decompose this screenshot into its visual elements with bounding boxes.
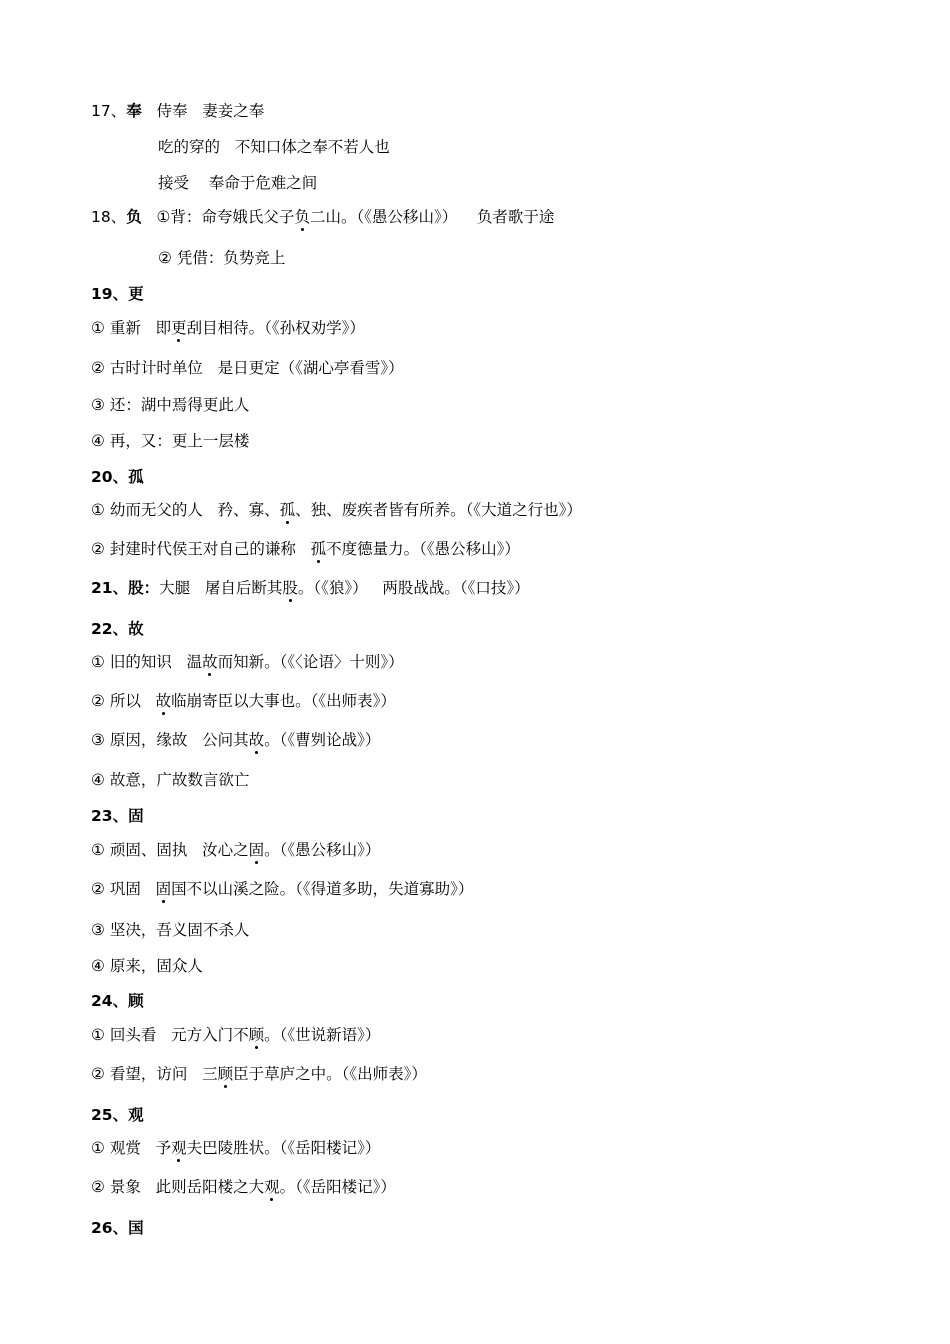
text-line [91, 956, 203, 976]
text-line [91, 467, 144, 487]
line-dot: 故 [248, 731, 265, 749]
line-after: 二山。（《愚公移山》） 负者歌于途 [309, 208, 555, 226]
line-dot: 固 [155, 880, 172, 898]
text-line [91, 619, 144, 639]
line-after: 而知新。（《〈论语〉十则》） [217, 653, 404, 671]
text-line [91, 1105, 144, 1125]
line-text: 大腿 屠自后断其 [159, 579, 283, 597]
line-dot: 股 [282, 579, 298, 597]
text-line [91, 358, 404, 378]
line-head: 21、股： [91, 579, 160, 597]
text-line [91, 395, 249, 415]
line-after: 、独、废疾者皆有所养。（《大道之行也》） [295, 501, 582, 519]
line-dot: 负 [294, 208, 310, 226]
text-line [158, 137, 390, 157]
line-text: ① 回头看 元方入门不 [91, 1026, 249, 1044]
text-line [91, 539, 520, 559]
text-line [91, 101, 264, 121]
line-text: ② 巩固 [91, 880, 156, 898]
line-dot: 故 [155, 692, 172, 710]
line-head: 24、顾 [91, 992, 144, 1010]
line-head: 奉 [126, 102, 142, 120]
line-dot: 孤 [310, 540, 327, 558]
line-dot: 故 [202, 653, 218, 671]
line-rest: ①背：命夸娥氏父子 [141, 208, 295, 226]
line-text: ① 幼而无父的人 矜、寡、 [91, 501, 280, 519]
text-line [91, 500, 582, 520]
line-text: ② 看望，访问 三 [91, 1065, 218, 1083]
text-line [91, 991, 144, 1011]
line-text: ① 顽固、固执 汝心之 [91, 841, 249, 859]
text-line [91, 920, 249, 940]
line-head: 26、国 [91, 1219, 144, 1237]
line-after: 。（《曹刿论战》） [264, 731, 381, 749]
line-dot: 观 [171, 1139, 187, 1157]
text-line [91, 806, 144, 826]
text-line [91, 879, 473, 899]
line-text: ④ 故意，广故数言欲亡 [91, 771, 250, 789]
text-line [91, 1218, 144, 1238]
line-head: 23、固 [91, 807, 144, 825]
line-text: ③ 原因，缘故 公问其 [91, 731, 249, 749]
line-after: 夫巴陵胜状。（《岳阳楼记》） [186, 1139, 381, 1157]
line-head: 20、孤 [91, 468, 144, 486]
line-text: 接受 奉命于危难之间 [158, 174, 318, 192]
line-dot: 更 [171, 319, 187, 337]
line-dot: 观 [264, 1178, 280, 1196]
line-dot: 固 [248, 841, 265, 859]
line-text: ① 旧的知识 温 [91, 653, 203, 671]
text-line [91, 770, 249, 790]
line-text: ② 封建时代侯王对自己的谦称 [91, 540, 311, 558]
line-pre: 18、 [91, 208, 127, 226]
text-line [91, 207, 554, 227]
line-rest: 侍奉 妻妾之奉 [141, 102, 265, 120]
text-line [91, 840, 380, 860]
line-pre: 17、 [91, 102, 127, 120]
line-after: 不度德量力。（《愚公移山》） [326, 540, 520, 558]
text-line [91, 318, 365, 338]
line-text: ④ 再，又：更上一层楼 [91, 432, 250, 450]
line-text: ① 观赏 予 [91, 1139, 172, 1157]
line-text: ① 重新 即 [91, 319, 172, 337]
line-after: 。（《狼》） 两股战战。（《口技》） [297, 579, 530, 597]
line-text: ③ 坚决，吾义固不杀人 [91, 921, 250, 939]
line-text: ② 景象 此则岳阳楼之大 [91, 1178, 265, 1196]
line-text: ④ 原来，固众人 [91, 957, 203, 975]
line-head: 19、更 [91, 285, 144, 303]
text-line [91, 1138, 380, 1158]
line-dot: 顾 [217, 1065, 234, 1083]
line-after: 国不以山溪之险。（《得道多助，失道寡助》） [171, 880, 474, 898]
line-after: 。（《岳阳楼记》） [279, 1178, 396, 1196]
text-line [91, 730, 380, 750]
line-text: ② 古时计时单位 是日更定（《湖心亭看雪》） [91, 359, 404, 377]
text-line [91, 1064, 427, 1084]
line-after: 臣于草庐之中。（《出师表》） [233, 1065, 427, 1083]
text-line [91, 691, 396, 711]
text-line [158, 173, 317, 193]
line-after: 临崩寄臣以大事也。（《出师表》） [171, 692, 396, 710]
line-text: ② 凭借：负势竞上 [158, 249, 286, 267]
line-text: ② 所以 [91, 692, 156, 710]
line-dot: 顾 [248, 1026, 265, 1044]
text-line [91, 1177, 396, 1197]
text-line [158, 248, 285, 268]
line-dot: 孤 [279, 501, 296, 519]
line-head: 22、故 [91, 620, 144, 638]
text-line [91, 1025, 380, 1045]
line-after: 。（《愚公移山》） [264, 841, 381, 859]
line-head: 25、观 [91, 1106, 144, 1124]
text-line [91, 431, 249, 451]
line-after: 。（《世说新语》） [264, 1026, 381, 1044]
text-line [91, 578, 530, 598]
line-text: 吃的穿的 不知口体之奉不若人也 [158, 138, 390, 156]
text-line [91, 284, 144, 304]
line-text: ③ 还：湖中焉得更此人 [91, 396, 250, 414]
line-after: 刮目相待。（《孙权劝学》） [186, 319, 365, 337]
text-line [91, 652, 404, 672]
line-head: 负 [126, 208, 142, 226]
